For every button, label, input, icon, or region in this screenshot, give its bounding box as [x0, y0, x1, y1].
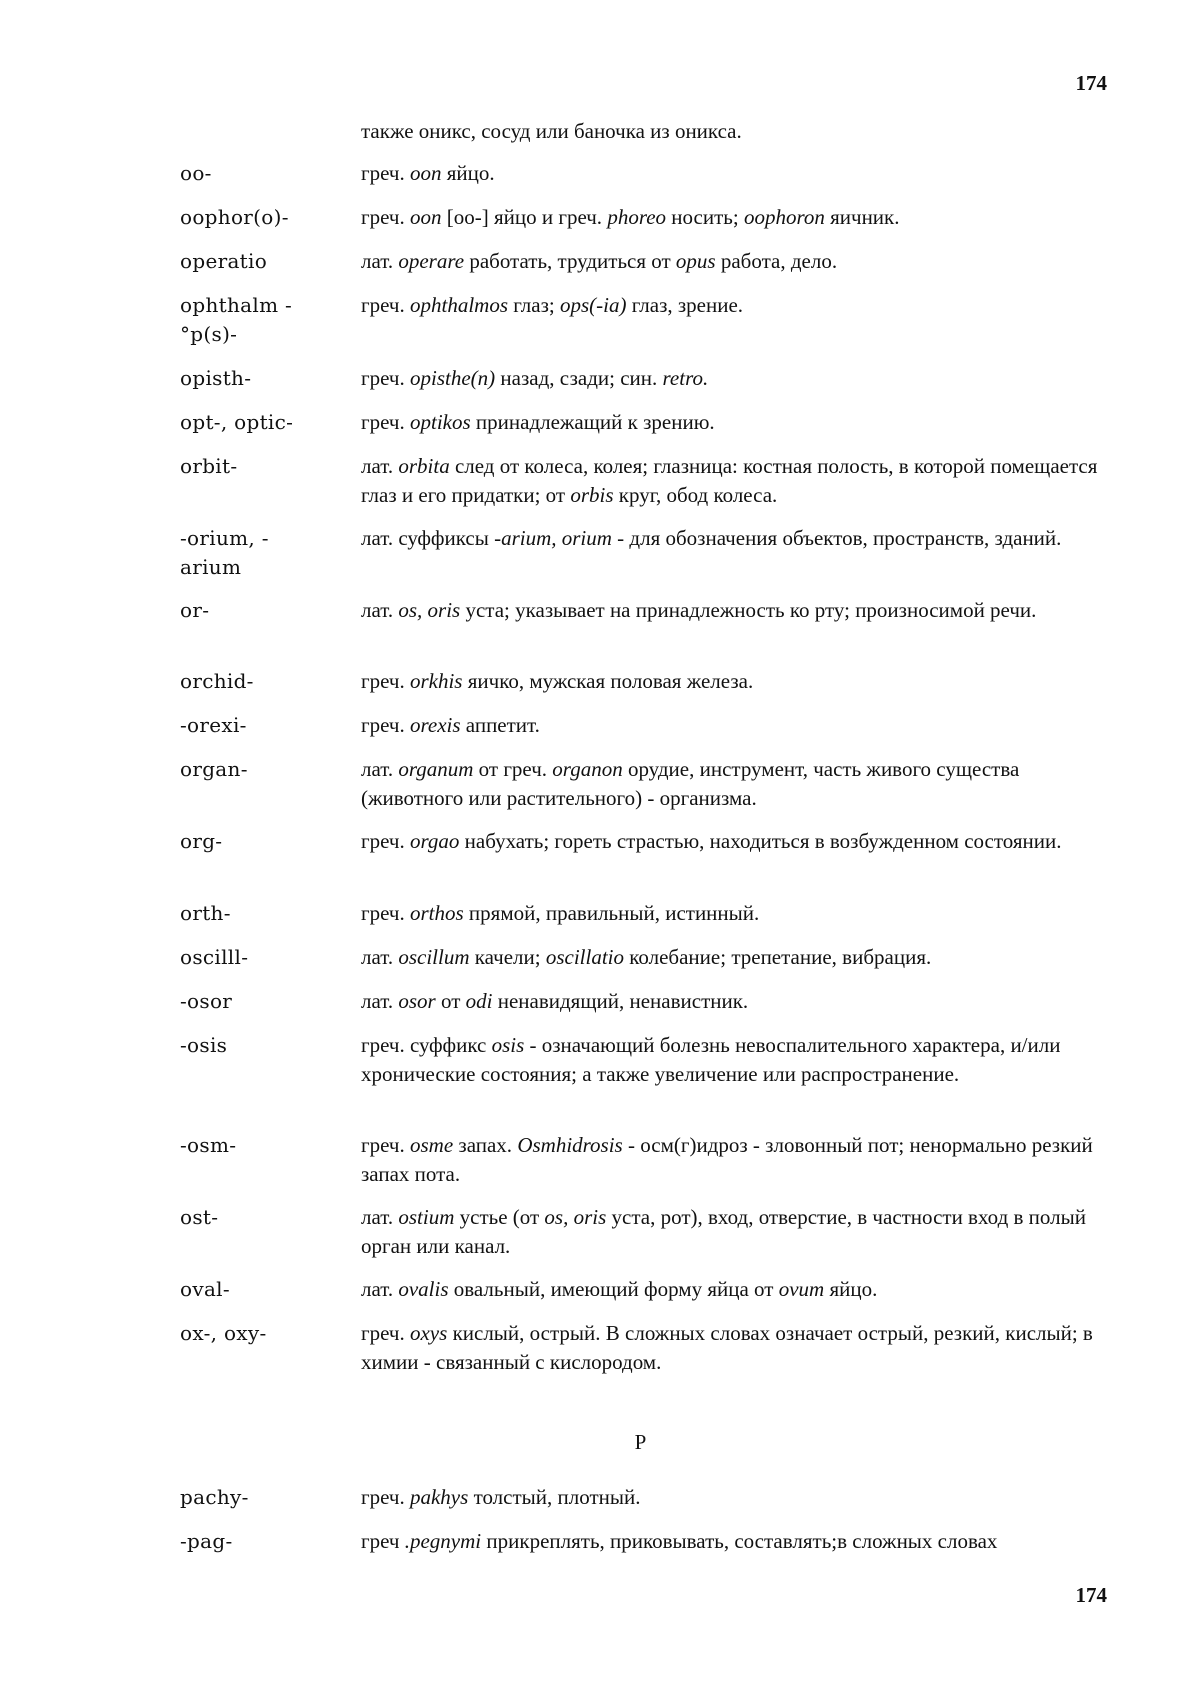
entry-definition: греч. opisthe(n) назад, сзади; син. retro.	[361, 366, 709, 390]
section-letter-heading: P	[634, 1430, 647, 1454]
entry-term: orchid-	[180, 669, 254, 693]
entry-definition: греч. суффикс osis - означающий болезнь невоспалительного характера, и/или хронические состояния; а также увеличение или распространение.	[361, 1033, 1061, 1086]
entry-term: -osis	[180, 1033, 228, 1057]
entry-term: orbit-	[180, 454, 238, 478]
entry-definition: лат. osor от odi ненавидящий, ненавистник.	[361, 989, 749, 1013]
entry-term: oophor(o)-	[180, 205, 289, 229]
entry-definition: лат. os, oris уста; указывает на принадлежность ко рту; произносимой речи.	[361, 598, 1037, 622]
entry-definition: греч. oon яйцо.	[361, 161, 495, 185]
entry-definition: лат. суффиксы -arium, orium - для обозначения объектов, пространств, зданий.	[361, 526, 1062, 550]
entry-term: oval-	[180, 1277, 230, 1301]
entry-definition: греч. pakhys толстый, плотный.	[361, 1485, 641, 1509]
entry-definition: лат. operare работать, трудиться от opus работа, дело.	[361, 249, 838, 273]
entry-definition: также оникс, сосуд или баночка из оникса.	[361, 119, 742, 143]
entry-definition: греч. orgao набухать; гореть страстью, находиться в возбужденном состоянии.	[361, 829, 1062, 853]
entry-definition: лат. oscillum качели; oscillatio колебание; трепетание, вибрация.	[361, 945, 932, 969]
entry-term: -orexi-	[180, 713, 247, 737]
entry-definition: лат. organum от греч. organon орудие, инструмент, часть живого существа (животного или растительного) - организма.	[361, 757, 1020, 810]
entry-term: -orium, - arium	[180, 526, 269, 579]
entry-term: oscilll-	[180, 945, 249, 969]
entry-term: or-	[180, 598, 210, 622]
entry-term: -osm-	[180, 1133, 237, 1157]
entry-term: ox-, oxy-	[180, 1321, 267, 1345]
page-number-top: 174	[1075, 71, 1107, 95]
entry-definition: греч. oon [oo-] яйцо и греч. phoreo носить; oophoron яичник.	[361, 205, 900, 229]
entry-term: opisth-	[180, 366, 252, 390]
entry-term: -pag-	[180, 1529, 233, 1553]
entry-definition: греч .pegnymi прикреплять, приковывать, составлять;в сложных словах	[361, 1529, 998, 1553]
entry-definition: греч. ophthalmos глаз; ops(-ia) глаз, зрение.	[361, 293, 744, 317]
entry-term: opt-, optic-	[180, 410, 294, 434]
entry-definition: лат. orbita след от колеса, колея; глазница: костная полость, в которой помещается глаз и его придатки; от orbis круг, обод колеса.	[361, 454, 1098, 507]
entry-definition: греч. oxys кислый, острый. В сложных словах означает острый, резкий, кислый; в химии - связанный с кислородом.	[361, 1321, 1093, 1374]
entry-term: oo-	[180, 161, 212, 185]
entry-definition: греч. orthos прямой, правильный, истинный.	[361, 901, 760, 925]
entry-term: -osor	[180, 989, 233, 1013]
entry-definition: лат. ostium устье (от os, oris уста, рот), вход, отверстие, в частности вход в полый орган или канал.	[361, 1205, 1086, 1258]
entry-definition: греч. orexis аппетит.	[361, 713, 540, 737]
entry-term: pachy-	[180, 1485, 249, 1509]
entry-definition: лат. ovalis овальный, имеющий форму яйца от ovum яйцо.	[361, 1277, 878, 1301]
entry-definition: греч. optikos принадлежащий к зрению.	[361, 410, 715, 434]
entry-definition: греч. orkhis яичко, мужская половая железа.	[361, 669, 754, 693]
entry-term: organ-	[180, 757, 248, 781]
page-number-bottom: 174	[1075, 1583, 1107, 1607]
entry-term: orth-	[180, 901, 231, 925]
entry-term: operatio	[180, 249, 268, 273]
entry-term: ost-	[180, 1205, 219, 1229]
entry-term: org-	[180, 829, 223, 853]
entry-term: ophthalm - °p(s)-	[180, 293, 293, 346]
entry-definition: греч. osme запах. Osmhidrosis - осм(г)идроз - зловонный пот; ненормально резкий запах пота.	[361, 1133, 1093, 1186]
